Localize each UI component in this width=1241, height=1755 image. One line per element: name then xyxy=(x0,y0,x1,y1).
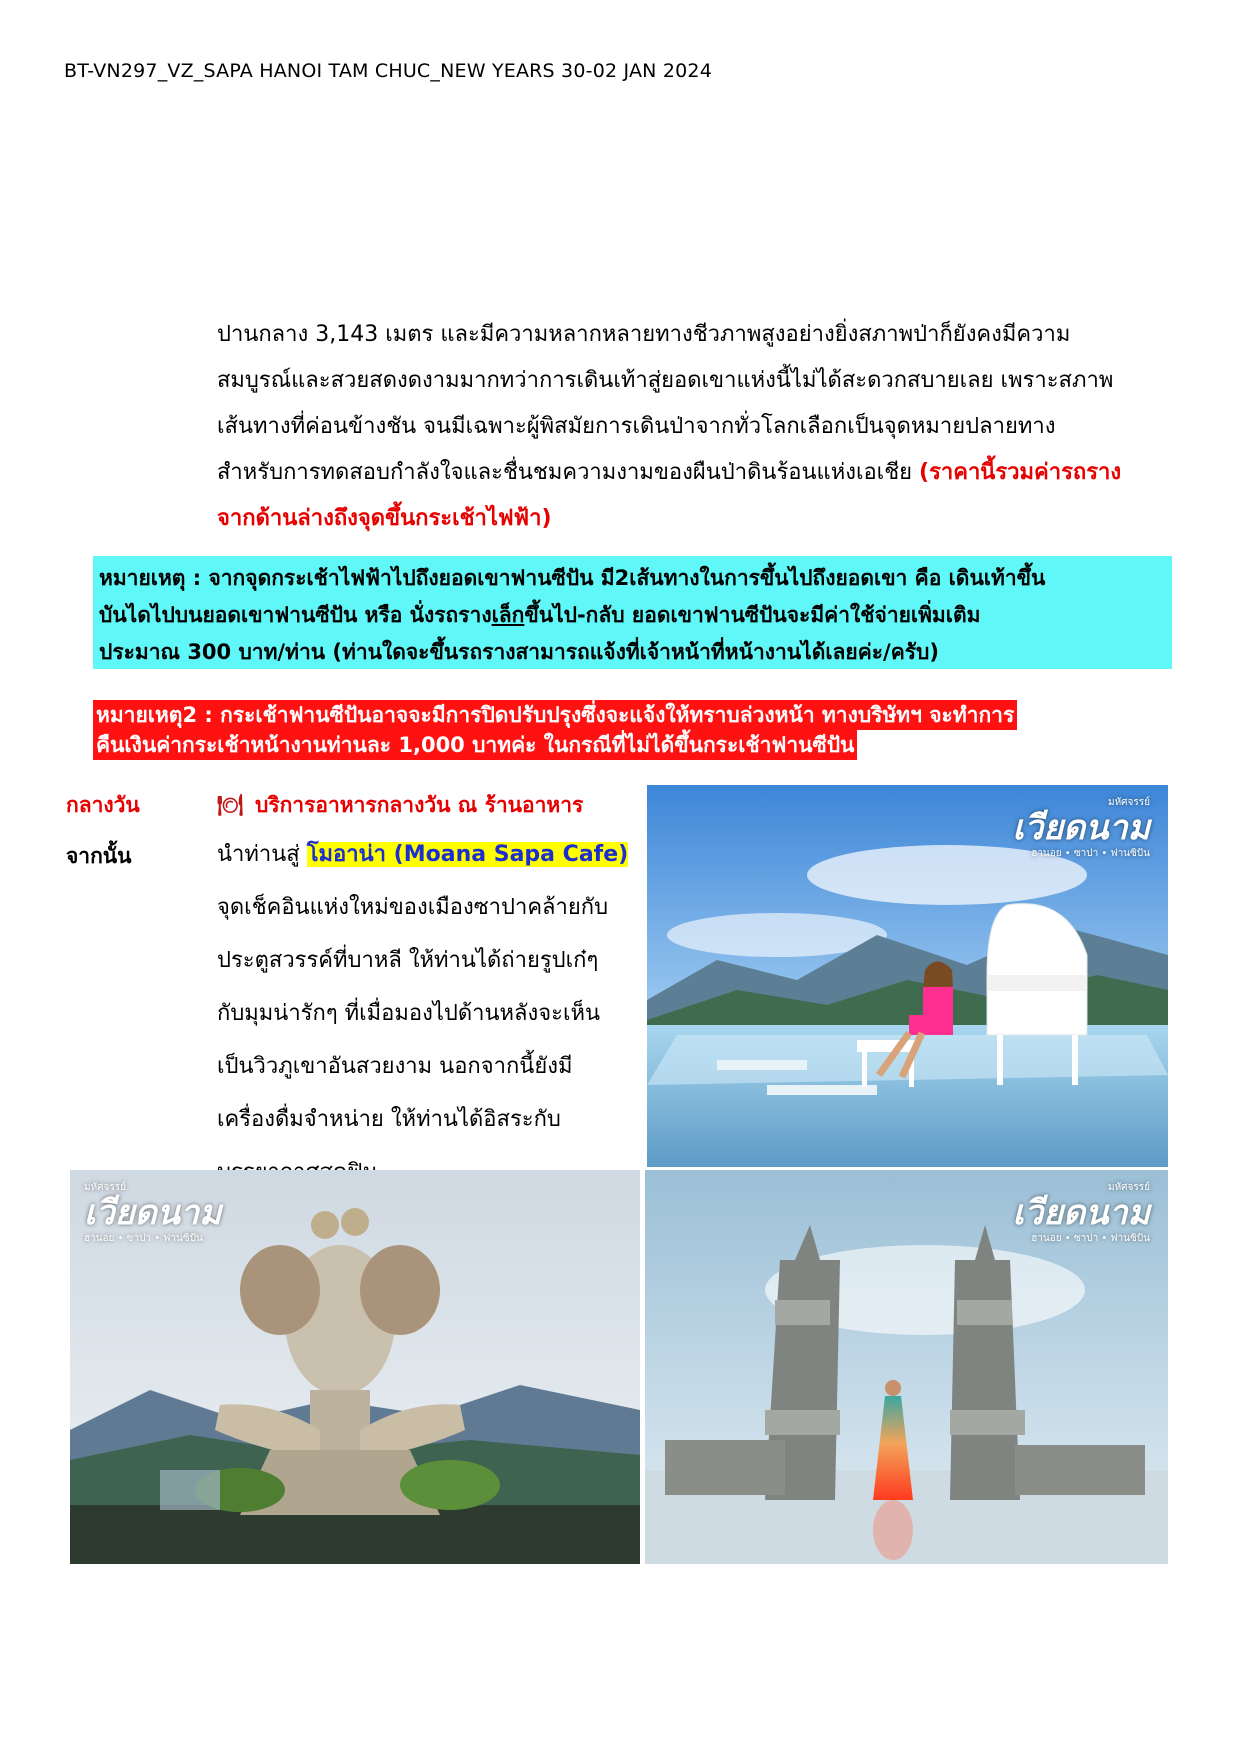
note-fansipan-routes xyxy=(93,556,1172,669)
lunch-description xyxy=(217,789,583,822)
watermark-title: เวียดนาม xyxy=(1012,1193,1150,1233)
then-label: จากนั้น xyxy=(66,844,132,868)
lunch-text: บริการอาหารกลางวัน ณ ร้านอาหาร xyxy=(254,793,584,817)
note-line: ประมาณ 300 บาท/ท่าน (ท่านใดจะขึ้นรถรางสามารถแจ้งที่เจ้าหน้าที่หน้างานได้เลยค่ะ/ครับ) xyxy=(99,640,939,664)
intro-line xyxy=(217,450,1177,496)
moana-intro-text: นำท่านสู่ xyxy=(217,842,307,867)
photo-statue-hands xyxy=(70,1170,640,1564)
watermark xyxy=(84,1180,221,1246)
watermark-small: มหัศจรรย์ xyxy=(1108,1182,1150,1193)
note-cable-car-refund xyxy=(93,700,1017,760)
intro-line: ปานกลาง 3,143 เมตร และมีความหลากหลายทางชีวภาพสูงอย่างยิ่งสภาพป่าก็ยังคงมีความ xyxy=(217,322,1071,347)
desc-line: จุดเช็คอินแห่งใหม่ของเมืองซาปาคล้ายกับ xyxy=(217,895,609,920)
note-line: หมายเหตุ : จากจุดกระเช้าไฟฟ้าไปถึงยอดเขาฟานซีปัน มี2เส้นทางในการขึ้นไปถึงยอดเขา คือ เดินเท้าขึ้น xyxy=(99,566,1046,590)
watermark-sub: ฮานอย • ซาปา • ฟานซิปัน xyxy=(1031,1233,1150,1244)
moana-place-name: โมอาน่า (Moana Sapa Cafe) xyxy=(306,842,629,867)
note-line xyxy=(99,597,1166,634)
note-line: คืนเงินค่ากระเช้าหน้างานท่านละ 1,000 บาทค่ะ ในกรณีที่ไม่ได้ขึ้นกระเช้าฟานซีปัน xyxy=(93,730,857,760)
document-code-header: BT-VN297_VZ_SAPA HANOI TAM CHUC_NEW YEARS 30-02 JAN 2024 xyxy=(64,60,712,82)
intro-line: เส้นทางที่ค่อนข้างชัน จนมีเฉพาะผู้พิสมัยการเดินป่าจากทั่วโลกเลือกเป็นจุดหมายปลายทาง xyxy=(217,414,1056,439)
tram-included-note-cont: จากด้านล่างถึงจุดขึ้นกระเช้าไฟฟ้า) xyxy=(217,506,552,531)
watermark-small: มหัศจรรย์ xyxy=(84,1182,126,1193)
lunch-time-label: กลางวัน xyxy=(66,793,140,817)
watermark-sub: ฮานอย • ซาปา • ฟานซิปัน xyxy=(84,1233,203,1244)
photo-heaven-gate xyxy=(645,1170,1168,1564)
desc-line: เครื่องดื่มจำหน่าย ให้ท่านได้อิสระกับ xyxy=(217,1107,561,1132)
watermark-title: เวียดนาม xyxy=(1012,808,1150,848)
moana-intro-line xyxy=(217,828,627,881)
note-text: บันไดไปบนยอดเขาฟานซีปัน หรือ นั่งรถราง xyxy=(99,603,492,627)
moana-description xyxy=(217,828,627,1199)
watermark xyxy=(1013,1180,1150,1246)
watermark-title: เวียดนาม xyxy=(84,1193,222,1233)
note-line: หมายเหตุ2 : กระเช้าฟานซีปันอาจจะมีการปิดปรับปรุงซึ่งจะแจ้งให้ทราบล่วงหน้า ทางบริษัทฯ จะทำการ xyxy=(93,700,1017,730)
watermark-small: มหัศจรรย์ xyxy=(1108,797,1150,808)
desc-line: ประตูสวรรค์ที่บาหลี ให้ท่านได้ถ่ายรูปเก๋ๆ xyxy=(217,948,599,973)
tram-included-note: (ราคานี้รวมค่ารถราง xyxy=(919,460,1122,485)
intro-line: สมบูรณ์และสวยสดงดงามมากทว่าการเดินเท้าสู่ยอดเขาแห่งนี้ไม่ได้สะดวกสบายเลย เพราะสภาพ xyxy=(217,368,1114,393)
watermark-sub: ฮานอย • ซาปา • ฟานซิปัน xyxy=(1031,848,1150,859)
intro-text: สำหรับการทดสอบกำลังใจและชื่นชมความงามของผืนป่าดินร้อนแห่งเอเชีย xyxy=(217,460,920,485)
desc-line: กับมุมน่ารักๆ ที่เมื่อมองไปด้านหลังจะเห็น xyxy=(217,1001,601,1026)
watermark xyxy=(1013,795,1150,861)
desc-line: เป็นวิวภูเขาอันสวยงาม นอกจากนี้ยังมี xyxy=(217,1054,573,1079)
note-underlined-text: เล็ก xyxy=(491,603,525,627)
note-text: ขึ้นไป-กลับ ยอดเขาฟานซีปันจะมีค่าใช้จ่ายเพิ่มเติม xyxy=(524,603,981,627)
dish-icon: 🍽 xyxy=(217,793,244,817)
photo-piano-terrace xyxy=(647,785,1168,1167)
intro-paragraph xyxy=(217,312,1177,542)
